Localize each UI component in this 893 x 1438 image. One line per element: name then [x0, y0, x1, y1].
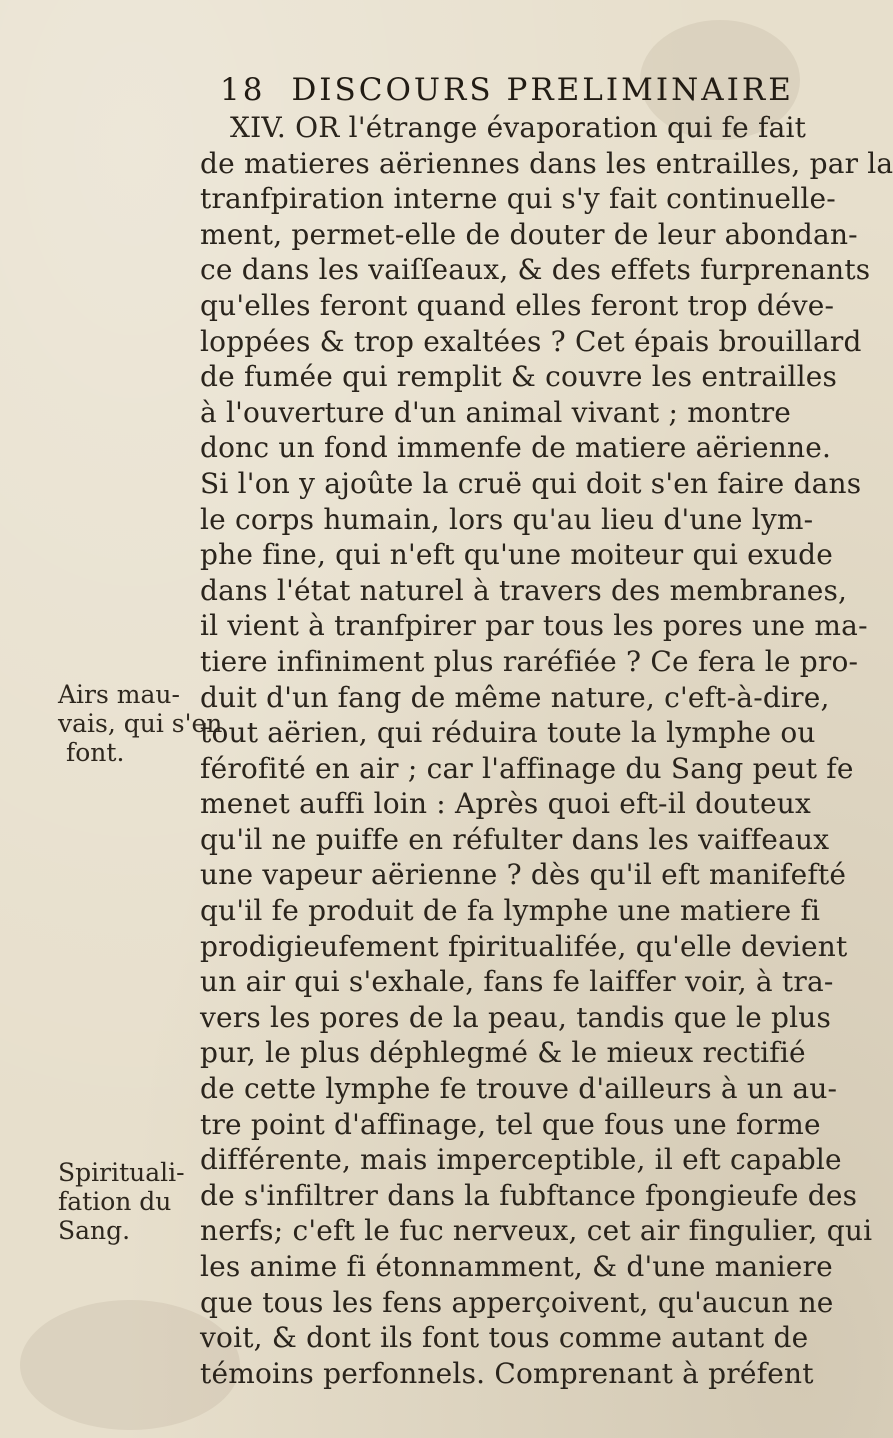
text-line: XIV. OR l'étrange évaporation qui fe fait [230, 111, 807, 144]
text-line: de matieres aëriennes dans les entrailles, par la [200, 146, 893, 180]
running-head [220, 72, 794, 108]
text-line: férofité en air ; car l'affinage du Sang peut fe [200, 751, 854, 785]
text-line: dans l'état naturel à travers des membranes, [200, 573, 848, 607]
text-line: un air qui s'exhale, fans fe laiffer voir, à tra- [200, 965, 834, 999]
text-line: vers les pores de la peau, tandis que le plus [200, 1000, 832, 1034]
text-line: nerfs; c'eft le fuc nerveux, cet air fingulier, qui [200, 1214, 873, 1248]
text-line: le corps humain, lors qu'au lieu d'une lym- [200, 502, 814, 536]
margin-note-airs [58, 680, 223, 767]
text-line: que tous les fens apperçoivent, qu'aucun ne [200, 1285, 834, 1319]
margin-note-line: fation du [58, 1187, 172, 1216]
text-line: qu'il fe produit de fa lymphe une matiere fi [200, 894, 821, 928]
margin-note-line: Spirituali- [58, 1158, 185, 1187]
text-line: menet auffi loin : Après quoi eft-il douteux [200, 787, 811, 821]
text-line: de fumée qui remplit & couvre les entrailles [200, 360, 838, 394]
text-line: pur, le plus déphlegmé & le mieux rectifié [200, 1036, 806, 1070]
text-line: de cette lymphe fe trouve d'ailleurs à un au- [200, 1072, 838, 1106]
text-line: témoins perfonnels. Comprenant à préfent [200, 1356, 814, 1390]
text-line: tre point d'affinage, tel que fous une forme [200, 1107, 821, 1141]
text-line: tout aërien, qui réduira toute la lymphe ou [200, 716, 816, 750]
margin-note-line: vais, qui s'en [58, 709, 223, 738]
text-line: phe fine, qui n'eft qu'une moiteur qui exude [200, 538, 833, 572]
text-line: qu'il ne puiffe en réfulter dans les vaiffeaux [200, 822, 830, 856]
text-line: loppées & trop exaltées ? Cet épais brouillard [200, 324, 862, 358]
body-text [200, 110, 893, 1391]
text-line: ment, permet-elle de douter de leur abondan- [200, 217, 858, 251]
margin-note-line: Sang. [58, 1216, 131, 1245]
text-line: qu'elles feront quand elles feront trop déve- [200, 288, 835, 322]
text-line: de s'infiltrer dans la fubftance fpongieufe des [200, 1178, 858, 1212]
text-line: tiere infiniment plus raréfiée ? Ce fera le pro- [200, 644, 859, 678]
text-line: tranfpiration interne qui s'y fait continuelle- [200, 182, 836, 216]
text-line: duit d'un fang de même nature, c'eft-à-dire, [200, 680, 830, 714]
page-number: 18 [220, 72, 266, 108]
text-line: les anime fi étonnamment, & d'une maniere [200, 1250, 833, 1283]
text-line: Si l'on y ajoûte la cruë qui doit s'en faire dans [200, 466, 862, 500]
text-line: prodigieufement fpiritualifée, qu'elle devient [200, 929, 848, 963]
text-line: ce dans les vaiſſeaux, & des effets furprenants [200, 253, 871, 287]
text-line: à l'ouverture d'un animal vivant ; montre [200, 395, 792, 429]
running-title: DISCOURS PRELIMINAIRE [291, 72, 794, 108]
text-line: il vient à tranfpirer par tous les pores une ma- [200, 609, 868, 643]
text-line: différente, mais imperceptible, il eft capable [200, 1143, 842, 1177]
text-line: voit, & dont ils font tous comme autant de [200, 1321, 809, 1355]
text-line: une vapeur aërienne ? dès qu'il eft manifefté [200, 858, 847, 892]
text-line: donc un fond immenfe de matiere aërienne. [200, 431, 832, 465]
margin-note-line: font. [66, 738, 125, 767]
margin-note-spiritualisation [58, 1158, 188, 1245]
margin-note-line: Airs mau- [58, 680, 180, 709]
